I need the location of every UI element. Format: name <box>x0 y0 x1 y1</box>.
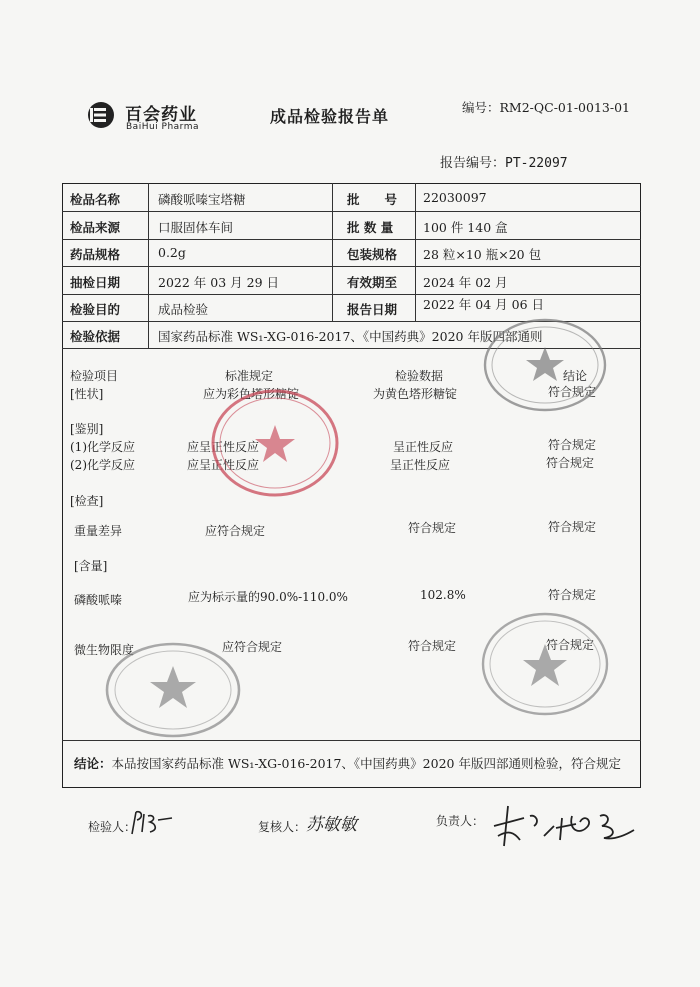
report-number: 报告编号：PT-22097 <box>440 156 568 171</box>
logo-text: 百会药业 <box>125 105 197 125</box>
reviewer-signature: 苏敏敏 <box>306 815 357 835</box>
content-data: 102.8% <box>420 588 466 602</box>
report-date-value: 2022 年 04 月 06 日 <box>423 297 544 312</box>
identification-item-1: (1)化学反应 <box>70 440 135 454</box>
column-divider <box>332 183 333 321</box>
basis-value: 国家药品标准 WS₁-XG-016-2017、《中国药典》2020 年版四部通则 <box>158 329 543 344</box>
row-divider <box>62 740 641 741</box>
document-title: 成品检验报告单 <box>270 107 390 126</box>
conclusion-row <box>74 754 621 772</box>
identification-section: [鉴别] <box>70 422 104 436</box>
product-name-label: 检品名称 <box>70 192 121 207</box>
identification-data-1: 呈正性反应 <box>393 440 454 454</box>
sample-date-value: 2022 年 03 月 29 日 <box>158 275 279 290</box>
product-name-value: 磷酸哌嗪宝塔糖 <box>158 192 246 207</box>
identification-conclusion-1: 符合规定 <box>548 438 597 452</box>
microbial-data: 符合规定 <box>408 639 457 653</box>
quality-department-seal-icon <box>102 640 244 740</box>
content-item: 磷酸哌嗪 <box>74 593 123 607</box>
baihui-logo-icon <box>86 100 120 130</box>
column-divider <box>148 183 149 348</box>
logo-subtext: BaiHui Pharma <box>126 122 199 132</box>
identification-standard-2: 应呈正性反应 <box>187 458 260 472</box>
weight-data: 符合规定 <box>408 521 457 535</box>
column-divider <box>415 183 416 321</box>
content-conclusion: 符合规定 <box>548 588 597 602</box>
conclusion-label: 结论： <box>74 756 112 771</box>
sample-date-label: 抽检日期 <box>70 275 121 290</box>
purpose-label: 检验目的 <box>70 302 121 317</box>
appearance-section: [性状] <box>70 387 104 401</box>
inspection-seal-icon-2 <box>478 608 612 720</box>
content-section: [含量] <box>74 559 108 573</box>
reviewer-label: 复核人： <box>258 820 307 834</box>
inspector-signature-icon <box>128 806 178 838</box>
column-header-data: 检验数据 <box>395 369 444 383</box>
expiry-value: 2024 年 02 月 <box>423 275 508 290</box>
conclusion-text: 本品按国家药品标准 WS₁-XG-016-2017、《中国药典》2020 年版四部通则检验，符合规定 <box>111 756 621 771</box>
basis-label: 检验依据 <box>70 329 121 344</box>
responsible-label: 负责人： <box>436 814 485 828</box>
identification-item-2: (2)化学反应 <box>70 458 135 472</box>
inspector-label: 检验人： <box>88 820 137 834</box>
company-seal-icon <box>205 385 345 500</box>
column-header-standard: 标准规定 <box>225 369 274 383</box>
check-section: [检查] <box>70 494 104 508</box>
microbial-standard: 应符合规定 <box>222 640 283 654</box>
spec-value: 0.2g <box>158 245 186 260</box>
inspection-seal-icon <box>480 315 610 415</box>
expiry-label: 有效期至 <box>347 275 398 290</box>
package-label: 包装规格 <box>347 247 398 262</box>
identification-data-2: 呈正性反应 <box>390 458 451 472</box>
column-header-conclusion: 结论 <box>563 369 588 383</box>
identification-conclusion-2: 符合规定 <box>546 456 595 470</box>
microbial-conclusion: 符合规定 <box>546 638 595 652</box>
weight-item: 重量差异 <box>74 524 123 538</box>
weight-conclusion: 符合规定 <box>548 520 597 534</box>
batch-value: 22030097 <box>423 190 487 205</box>
spec-label: 药品规格 <box>70 247 121 262</box>
source-value: 口服固体车间 <box>158 220 234 235</box>
appearance-standard: 应为彩色塔形糖锭 <box>203 387 300 401</box>
quantity-value: 100 件 140 盒 <box>423 220 508 235</box>
quantity-label: 批 数 量 <box>347 220 394 235</box>
responsible-signature-icon <box>484 796 649 851</box>
content-standard: 应为标示量的90.0%-110.0% <box>188 590 348 604</box>
purpose-value: 成品检验 <box>158 302 209 317</box>
report-date-label: 报告日期 <box>347 302 398 317</box>
microbial-item: 微生物限度 <box>74 643 135 657</box>
appearance-data: 为黄色塔形糖锭 <box>373 387 458 401</box>
identification-standard-1: 应呈正性反应 <box>187 440 260 454</box>
column-header-item: 检验项目 <box>70 369 119 383</box>
package-value: 28 粒×10 瓶×20 包 <box>423 247 542 262</box>
batch-label: 批 号 <box>347 192 398 207</box>
document-number: 编号：RM2-QC-01-0013-01 <box>462 100 630 115</box>
weight-standard: 应符合规定 <box>205 524 266 538</box>
appearance-conclusion: 符合规定 <box>548 385 597 399</box>
source-label: 检品来源 <box>70 220 121 235</box>
